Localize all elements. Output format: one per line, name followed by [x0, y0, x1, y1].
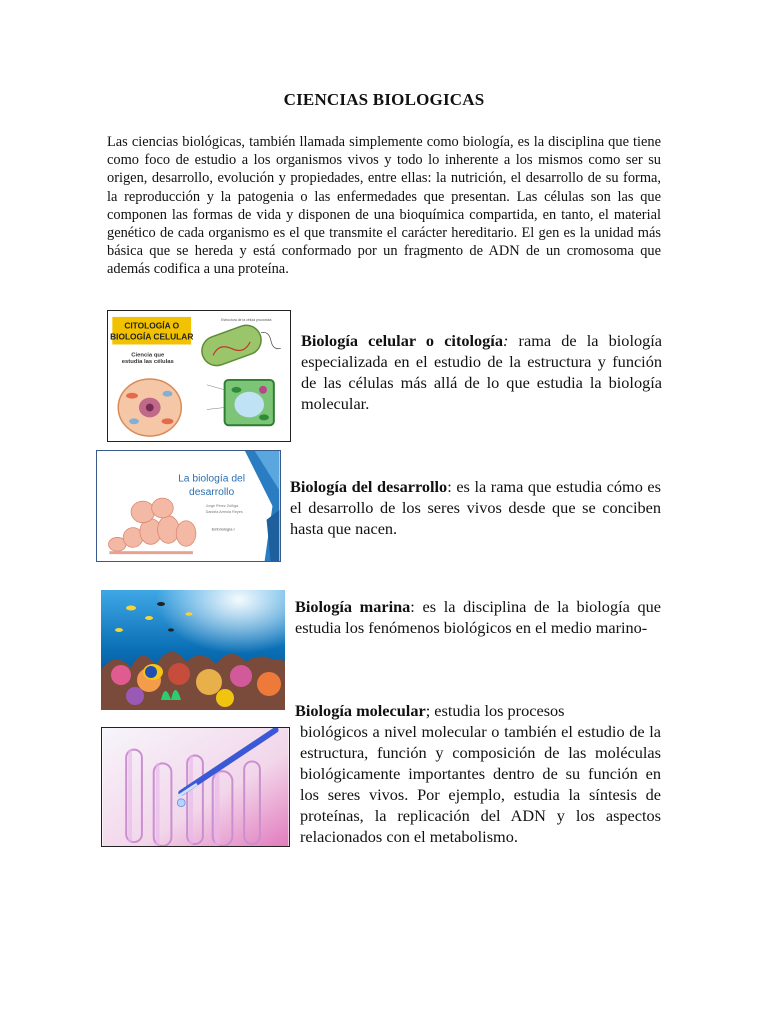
slide-title-line2: desarrollo	[188, 487, 235, 499]
section-citologia	[301, 330, 662, 414]
slide-footer: Embriología I	[211, 526, 235, 532]
intro-paragraph: Las ciencias biológicas, también llamada simplemente como biología, es la disciplina que tiene como foco de estudio a los organismos vivos y todo lo inherente a los mismos como ser su origen, desarrollo, evolución y propiedades, entre ellas: la nutrición, el desarrollo de su forma, la reproducción y la patogenia o las enfermedades que presentan. Las células son las que componen las formas de vida y disponen de una bioquímica compartida, en tanto, el material genético de cada organismo es el que transmite el carácter hereditario. El gen es la unidad más básica que se hereda y está conformado por un fragmento de ADN de un cromosoma que además codifica a una proteína.	[107, 134, 661, 278]
marine-reef-image	[101, 590, 285, 710]
section-marina	[295, 596, 661, 638]
text-marina: es la disciplina de la biología que estudia los fenómenos biológicos en el medio marino-	[295, 597, 661, 637]
term-molecular: Biología molecular	[295, 701, 426, 720]
test-tubes-image	[101, 727, 290, 847]
term-citologia: Biología celular o citología	[301, 331, 503, 350]
slide-subtitle-line1: Jorge Pérez Zúñiga	[205, 503, 239, 508]
slide-subtitle-line2: Daniela Arreola Reyes	[205, 509, 243, 514]
separator-desarrollo: :	[447, 477, 452, 496]
section-molecular	[295, 700, 661, 847]
text-desarrollo: es la rama que estudia cómo es el desarrollo de los seres vivos desde que se conciben hasta que nacen.	[290, 477, 661, 538]
slide-title-line1: La biología del	[178, 473, 246, 485]
text-molecular-first: estudia los procesos	[430, 701, 565, 720]
desarrollo-slide-image	[96, 450, 281, 562]
text-molecular-rest: biológicos a nivel molecular o también el estudio de la estructura, función y composición de las moléculas biológicamente importantes dentro de su función en los seres vivos. Por ejemplo, estudia la síntesis de proteínas, la replicación del ADN y los aspectos relacionados con el metabolismo.	[300, 722, 661, 846]
section-desarrollo	[290, 476, 661, 539]
separator-molecular: ;	[425, 701, 431, 720]
citologia-heading-line2: BIOLOGÍA CELULAR	[110, 331, 194, 342]
page-title: CIENCIAS BIOLOGICAS	[283, 90, 485, 109]
citologia-caption-line2: estudia las células	[121, 359, 174, 366]
citologia-heading-line1: CITOLOGÍA O	[124, 320, 180, 331]
separator-citologia: :	[502, 331, 509, 350]
term-marina: Biología marina	[295, 597, 411, 616]
citologia-top-caption: Estructura de la célula procariota	[221, 317, 272, 322]
term-desarrollo: Biología del desarrollo	[290, 477, 448, 496]
text-citologia: rama de la biología especializada en el estudio de la estructura y función de las células más allá de lo que estudia la biología molecular.	[301, 331, 662, 413]
separator-marina: :	[410, 597, 415, 616]
citologia-caption-line1: Ciencia que	[131, 352, 165, 359]
citologia-image	[107, 310, 291, 442]
